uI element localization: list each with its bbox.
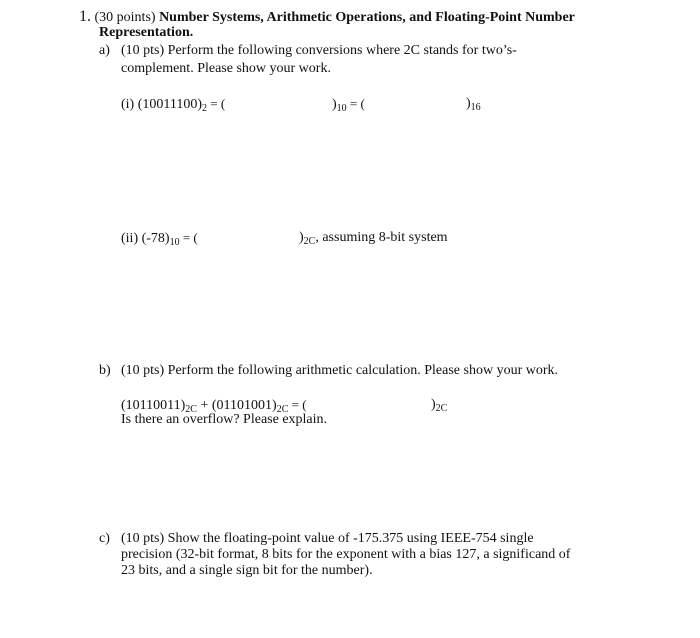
- part-a-item-i-end: )$_{16}$: [466, 96, 481, 113]
- part-a-item-i: (i) $(10011100)_2$ = (: [121, 96, 226, 114]
- part-c-text: (10 pts) Show the floating-point value of -175.375 using IEEE-754 single: [121, 531, 534, 546]
- part-a-text-cont: complement. Please show your work.: [121, 61, 331, 76]
- part-a-item-ii: (ii) $(-78)_{10}$ = (: [121, 230, 198, 248]
- part-a-text: (10 pts) Perform the following conversions where 2C stands for two’s-: [121, 43, 517, 58]
- part-b-label: b): [99, 363, 111, 378]
- part-b-expression: $(10110011)_{2C} + (01101001)_{2C}$ = (: [121, 397, 307, 415]
- question-number: 1.: [79, 8, 91, 25]
- part-b-expression-end: )$_{2C}$: [431, 397, 448, 414]
- part-c-text-cont1: precision (32-bit format, 8 bits for the exponent with a bias 127, a significand of: [121, 547, 571, 562]
- question-title-cont: Representation.: [99, 25, 194, 40]
- part-a-label: a): [99, 43, 110, 58]
- part-b-overflow-question: Is there an overflow? Please explain.: [121, 412, 328, 427]
- part-b-text: (10 pts) Perform the following arithmetic calculation. Please show your work.: [121, 363, 559, 378]
- part-a-item-ii-end: )$_{2C}$, assuming 8-bit system: [299, 230, 448, 247]
- part-c-label: c): [99, 531, 110, 546]
- question-points: (30 points): [94, 10, 156, 25]
- part-a-item-i-mid: )$_{10}$ = (: [332, 96, 365, 114]
- part-c-text-cont2: 23 bits, and a single sign bit for the number).: [121, 563, 373, 578]
- question-title: Number Systems, Arithmetic Operations, and Floating-Point Number: [159, 10, 575, 25]
